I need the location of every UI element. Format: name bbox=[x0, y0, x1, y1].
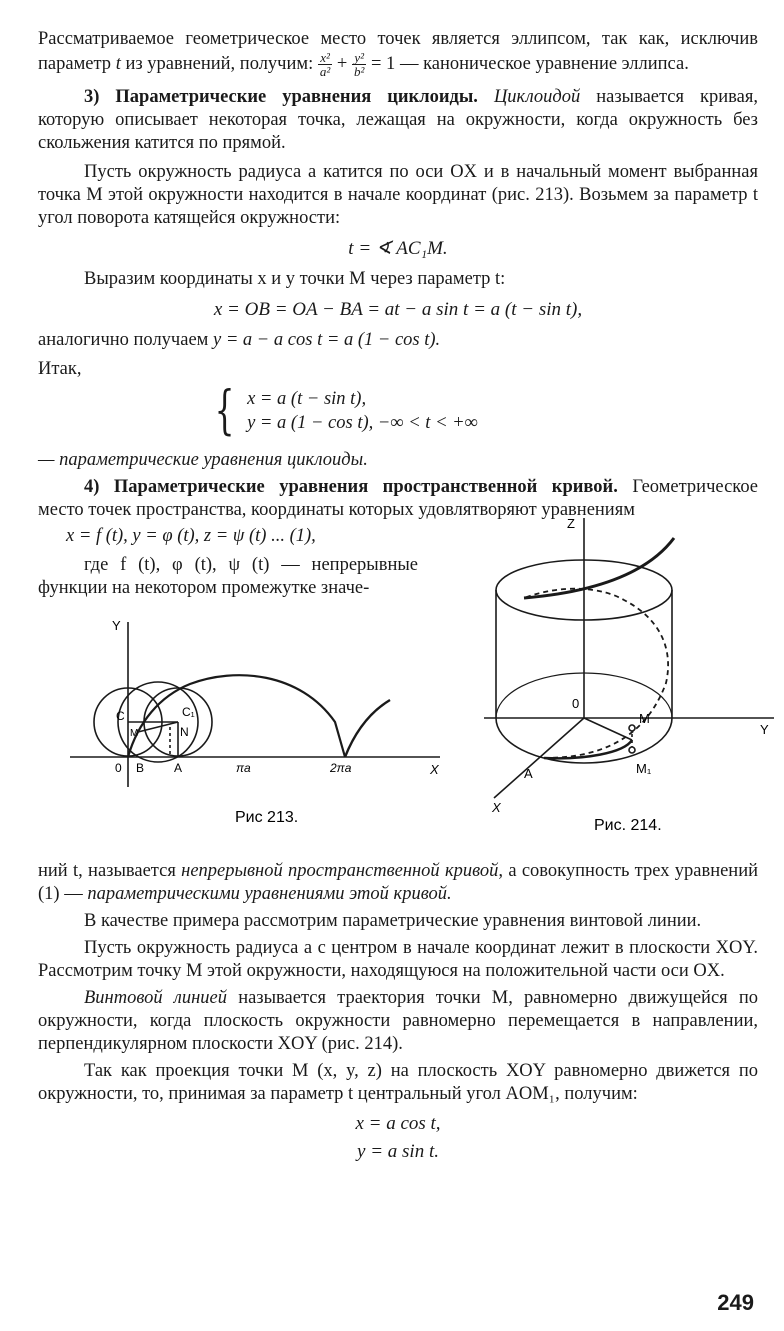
paragraph-continuous-curve bbox=[38, 860, 758, 906]
text: называется траектория точки M, равномерно движущейся по окружности, когда плоскость окружности равномерно перемещается в направлении, перпендикулярном плоскости XOY (рис. 214). bbox=[38, 988, 758, 1054]
radius-om1 bbox=[584, 718, 632, 740]
label-c1: C₁ bbox=[182, 705, 195, 719]
paragraph-projection: Так как проекция точки M (x, y, z) на плоскость XOY равномерно движется по окружности, то, принимая за параметр t центральный угол AOM₁, получим: bbox=[38, 1061, 758, 1104]
label-a: A bbox=[174, 761, 183, 775]
fraction-x: $\frac{\text{x²}}{\text{a²}}$ bbox=[319, 50, 331, 79]
brace: { bbox=[214, 381, 235, 441]
figure-213-cycloid bbox=[60, 612, 460, 832]
z-axis-label: Z bbox=[567, 516, 575, 531]
text: из уравнений, получим: bbox=[125, 53, 314, 74]
paragraph-cycloid-def bbox=[38, 86, 758, 155]
text: — каноническое уравнение эллипса. bbox=[399, 53, 689, 74]
label-2pi-a: 2πa bbox=[330, 761, 352, 775]
paragraph-cycloid-eqs: — параметрические уравнения циклоиды. bbox=[38, 450, 368, 470]
cycloid-arch bbox=[128, 675, 345, 757]
paragraph-express: Выразим координаты x и y точки M через параметр t: bbox=[84, 269, 506, 289]
x-axis-label: X bbox=[492, 800, 501, 815]
text: Рассматриваемое геометрическое место точек является эллипсом, так как, исключив параметр bbox=[38, 29, 758, 74]
text: ний t, называется bbox=[38, 861, 176, 881]
label-o: 0 bbox=[572, 696, 580, 711]
y-axis-label: Y bbox=[760, 722, 769, 737]
label-c: C bbox=[116, 709, 125, 723]
label-o: 0 bbox=[115, 761, 122, 775]
paragraph-continuous: где f (t), φ (t), ψ (t) — непрерывные функции на некотором промежутке значе- bbox=[38, 555, 418, 598]
paragraph-so: Итак, bbox=[38, 359, 82, 379]
param-t: t bbox=[115, 53, 121, 74]
label-m1: M₁ bbox=[636, 761, 652, 776]
text: а совокупность трех уравнений (1) — bbox=[38, 861, 759, 904]
system-line-x: x = a (t − sin t), bbox=[247, 389, 367, 409]
text: Геометрическое место точек пространства, координаты которых удовлятворяют уравнениям bbox=[38, 477, 759, 520]
paragraph-ellipse bbox=[38, 28, 758, 78]
helix-visible bbox=[524, 538, 674, 598]
label-pi-a: πa bbox=[236, 761, 251, 775]
formula-angle: t = ∢ AC₁M. bbox=[348, 238, 448, 259]
text: аналогично получаем bbox=[38, 330, 209, 350]
text: называется кривая, которую описывает некоторая точка, лежащая на окружности, когда окружность без скольжения катится по прямой. bbox=[38, 87, 758, 153]
figures-region bbox=[38, 516, 769, 852]
page-number: 249 bbox=[717, 1290, 754, 1315]
figure-214-caption: Рис. 214. bbox=[594, 817, 662, 834]
formula-x-cos: x = a cos t, bbox=[355, 1113, 441, 1134]
formula-parametric: x = f (t), y = φ (t), z = ψ (t) ... (1), bbox=[66, 526, 316, 546]
section-heading: 3) Параметрические уравнения циклоиды. bbox=[84, 87, 478, 107]
y-axis-label: Y bbox=[112, 618, 121, 633]
x-axis-label: X bbox=[430, 762, 439, 777]
paragraph-similarly bbox=[38, 329, 758, 352]
label-m: M bbox=[130, 728, 139, 739]
figure-213-caption: Рис 213. bbox=[235, 809, 299, 826]
label-m: M bbox=[639, 711, 650, 726]
cycloid-second-arch bbox=[345, 700, 390, 757]
system-line-y: y = a (1 − cos t), −∞ < t < +∞ bbox=[247, 413, 478, 433]
equals-one: = 1 bbox=[371, 53, 396, 74]
term: Циклоидой bbox=[493, 87, 581, 107]
section-heading: 4) Параметрические уравнения пространственной кривой. bbox=[84, 477, 618, 497]
label-n: N bbox=[180, 725, 189, 739]
paragraph-example: В качестве примера рассмотрим параметрические уравнения винтовой линии. bbox=[84, 911, 702, 931]
term: непрерывной пространственной кривой, bbox=[181, 861, 504, 881]
paragraph-rolling: Пусть окружность радиуса a катится по оси OX и в начальный момент выбранная точка M этой окружности находится в начале координат (рис. 213). Возьмем за параметр t угол поворота катящейся окружности: bbox=[38, 162, 758, 228]
formula-y-sin: y = a sin t. bbox=[357, 1141, 439, 1162]
term: Винтовой линией bbox=[84, 988, 228, 1008]
label-a: A bbox=[524, 766, 533, 781]
equation-system bbox=[208, 381, 758, 441]
point-m1 bbox=[629, 747, 635, 753]
figure-214-helix bbox=[484, 508, 774, 838]
term: параметрическими уравнениями этой кривой. bbox=[87, 884, 452, 904]
label-b: B bbox=[136, 761, 145, 775]
plus-sign: + bbox=[336, 53, 348, 74]
fraction-y: $\frac{\text{y²}}{\text{b²}}$ bbox=[353, 50, 365, 79]
page-body bbox=[38, 28, 769, 1168]
formula-x: x = OB = OA − BA = at − a sin t = a (t − sin t), bbox=[213, 299, 583, 320]
paragraph-circle-xoy: Пусть окружность радиуса a с центром в начале координат лежит в плоскости XOY. Рассмотрим точку M этой окружности, находящуюся на положительной части оси OX. bbox=[38, 938, 758, 981]
point-m bbox=[629, 725, 635, 731]
formula-y: y = a − a cos t = a (1 − cos t). bbox=[212, 330, 441, 350]
paragraph-helix-def bbox=[38, 987, 758, 1056]
